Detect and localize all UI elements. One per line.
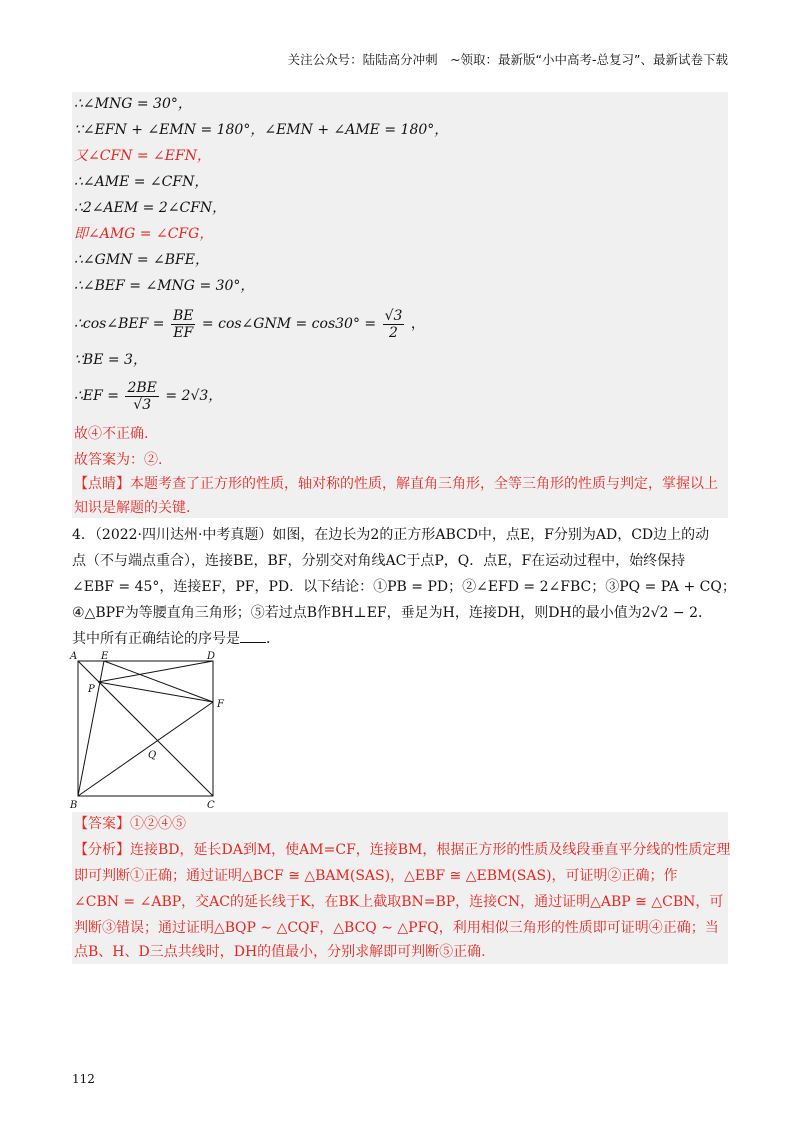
analysis-tag: 【分析】: [74, 842, 130, 858]
analysis-line-2: 即可判断①正确；通过证明△BCF ≅ △BAM(SAS)，△EBF ≅ △EBM(SAS)，可证明②正确；作: [74, 868, 678, 884]
analysis-line-4: 判断③错误；通过证明△BQP ∼ △CQF，△BCQ ∼ △PFQ，利用相似三角形的性质即可证明④正确；当: [74, 920, 719, 936]
cos-equation: [74, 304, 425, 344]
solution-line-7: ∴∠GMN = ∠BFE，: [74, 252, 209, 268]
question-end: ．: [266, 631, 280, 647]
solution-line-3: 又∠CFN = ∠EFN，: [74, 148, 211, 164]
label-e: E: [101, 651, 109, 662]
page-header: 关注公众号：陆陆高分冲刺 ~领取：最新版“小中高考-总复习”、最新试卷下载: [287, 52, 728, 67]
solution-line-5: ∴2∠AEM = 2∠CFN，: [74, 200, 227, 216]
question-line-2: 点（不与端点重合），连接BE，BF，分别交对角线AC于点P，Q．点E，F在运动过程中，始终保持: [72, 553, 686, 569]
solution-line-2: ∵∠EFN + ∠EMN = 180°，∠EMN + ∠AME = 180°，: [74, 122, 449, 138]
analysis-line-3: ∠CBN = ∠ABP，交AC的延长线于K，在BK上截取BN=BP，连接CN，通过证明△ABP ≅ △CBN，可: [74, 894, 724, 910]
cos-prefix: ∴cos∠BEF =: [74, 316, 165, 332]
question-line-5: [72, 628, 280, 650]
comment-paragraph: [74, 472, 724, 520]
fraction-2be-over-root3: [125, 380, 158, 413]
solution-line-4: ∴∠AME = ∠CFN，: [74, 174, 209, 190]
geometry-diagram: [68, 648, 238, 812]
solution-line-6: 即∠AMG = ∠CFG，: [74, 226, 214, 242]
fraction-be-over-ef: [171, 308, 196, 341]
comment-line-2: 知识是解题的关键.: [74, 500, 191, 516]
solution-line-1: ∴∠MNG = 30°，: [74, 96, 192, 112]
question-line-4: ④△BPF为等腰直角三角形；⑤若过点B作BH⊥EF，垂足为H，连接DH，则DH的最小值为2√2 − 2．: [72, 605, 712, 621]
label-b: B: [70, 800, 78, 811]
question-line-1: 4．（2022·四川达州·中考真题）如图，在边长为2的正方形ABCD中，点E，F分别为AD，CD边上的动: [72, 527, 710, 543]
segment-ef: [104, 661, 213, 702]
be-equation: ∵BE = 3，: [74, 352, 147, 368]
label-a: A: [70, 651, 78, 662]
fraction-denominator: EF: [173, 324, 194, 341]
fraction-root3-over-2: [383, 308, 405, 341]
page-number: 112: [72, 1072, 95, 1086]
fraction-denominator: 2: [389, 324, 398, 341]
label-p: P: [88, 684, 95, 695]
fraction-numerator: √3: [384, 307, 403, 324]
question-line-3: ∠EBF = 45°，连接EF，PF，PD．以下结论：①PB = PD；②∠EFD = 2∠FBC；③PQ = PA + CQ；: [72, 579, 736, 595]
cos-suffix: ，: [410, 316, 425, 332]
solution-line-8: ∴∠BEF = ∠MNG = 30°，: [74, 278, 255, 294]
answer-block: [72, 812, 731, 964]
solution-block: [72, 92, 728, 518]
conclusion-line-2: 故答案为：②.: [74, 452, 163, 468]
ef-suffix: = 2√3，: [165, 388, 223, 404]
answer-line: [74, 814, 186, 834]
analysis-line-5: 点B、H、D三点共线时，DH的值最小，分别求解即可判断⑤正确.: [74, 944, 486, 960]
comment-line-1: 本题考查了正方形的性质，轴对称的性质，解直角三角形，全等三角形的性质与判定，掌握以上: [130, 476, 718, 492]
diagonal-ac: [78, 661, 213, 796]
label-f: F: [217, 699, 224, 710]
segment-pf: [98, 682, 213, 702]
question-4: [72, 524, 736, 648]
label-d: D: [207, 651, 216, 662]
question-prompt: 其中所有正确结论的序号是: [72, 631, 240, 647]
label-c: C: [207, 800, 215, 811]
analysis-text-1: 连接BD，延长DA到M，使AM=CF，连接BM，根据正方形的性质及线段垂直平分线的性质定理: [130, 842, 731, 858]
fraction-denominator: √3: [133, 396, 152, 413]
conclusion-line-1: 故④不正确.: [74, 426, 149, 442]
segment-bf: [78, 702, 213, 796]
answer-tag: 【答案】: [74, 816, 130, 832]
segment-pd: [98, 661, 213, 682]
comment-tag: 【点睛】: [74, 476, 130, 492]
ef-prefix: ∴EF =: [74, 388, 120, 404]
cos-middle: = cos∠GNM = cos30° =: [201, 316, 377, 332]
answer-blank: [240, 628, 266, 643]
ef-equation: [74, 376, 222, 416]
answer-value: ①②④⑤: [130, 816, 186, 832]
analysis-line-1: [74, 840, 730, 860]
fraction-numerator: 2BE: [127, 379, 157, 396]
label-q: Q: [148, 750, 157, 761]
fraction-numerator: BE: [172, 307, 194, 324]
